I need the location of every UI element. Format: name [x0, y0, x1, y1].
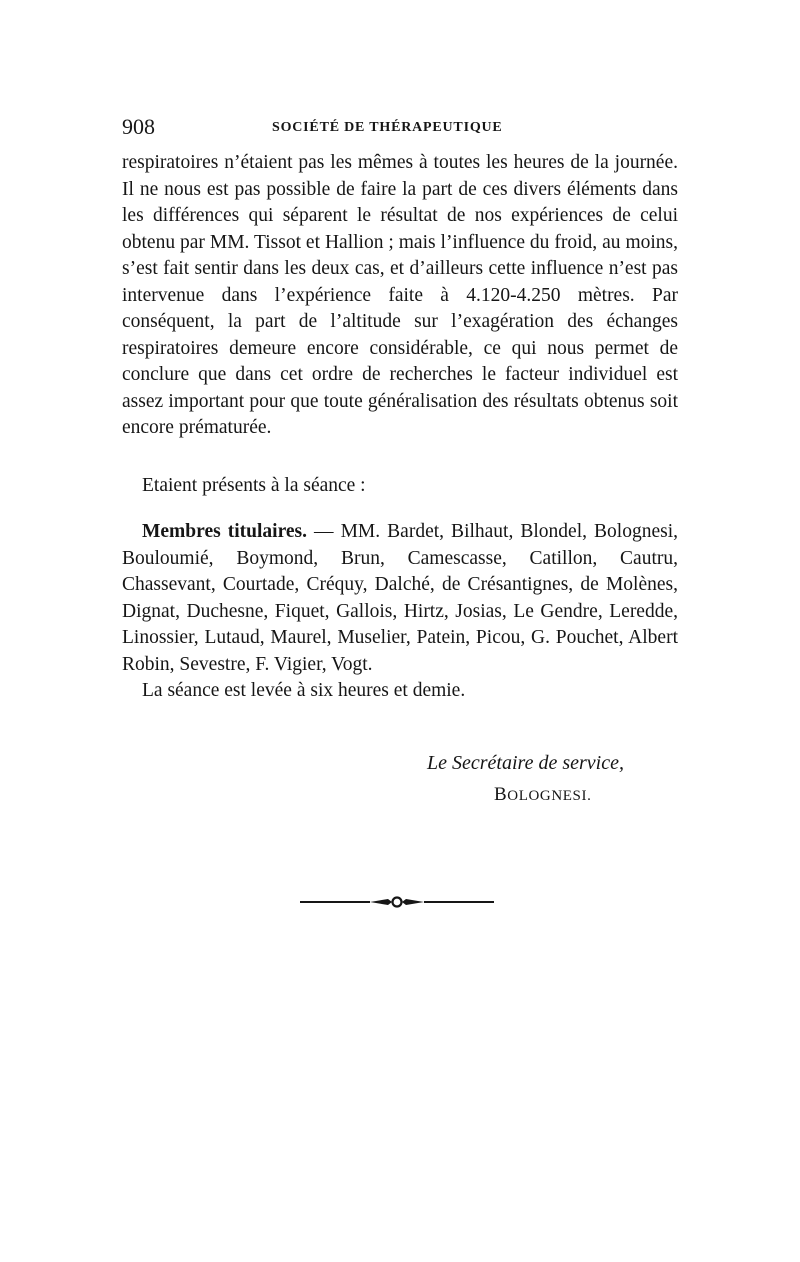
tail-piece-rule-icon	[300, 894, 494, 910]
paragraph-members	[122, 519, 678, 678]
page-header	[122, 114, 678, 144]
signature-name	[494, 784, 687, 806]
signature-name-rest: OLOGNESI.	[507, 788, 592, 804]
paragraph-closing: La séance est levée à six heures et demie.	[142, 680, 466, 701]
running-head: SOCIÉTÉ DE THÉRAPEUTIQUE	[272, 120, 503, 135]
paragraph-attendance-intro: Etaient présents à la séance :	[142, 474, 366, 496]
members-list: — MM. Bardet, Bilhaut, Blondel, Bolognesi, Bouloumié, Boymond, Brun, Camescasse, Catillon, Cautru, Chassevant, Courtade, Créquy, Dalché, de Crésantignes, de Molènes, Dignat, Duchesne, Fiquet, Gallois, Hirtz, Josias, Le Gendre, Leredde, Linossier, Lutaud, Maurel, Muselier, Patein, Picou, G. Pouchet, Albert Robin, Sevestre, F. Vigier, Vogt.	[122, 521, 679, 675]
members-heading: Membres titulaires.	[142, 521, 307, 542]
paragraph-conclusion: respiratoires n’étaient pas les mêmes à toutes les heures de la journée. Il ne nous est pas possible de faire la part de ces divers éléments dans les différences qui séparent le résultat de nos expériences de celui obtenu par MM. Tissot et Hallion ; mais l’influence du froid, au moins, s’est fait sentir dans les deux cas, et d’ailleurs cette influence n’est pas intervenue dans l’expérience faite à 4.120-4.250 mètres. Par conséquent, la part de l’altitude sur l’exagération des échanges respiratoires demeure encore considérable, ce qui nous permet de conclure que dans cet ordre de recherches le facteur individuel est assez important pour que toute généralisation des résultats obtenus soit encore prématurée.	[122, 152, 678, 438]
page-body	[122, 150, 678, 705]
signature-block	[427, 750, 687, 806]
page-number: 908	[122, 114, 155, 139]
signature-name-initial: B	[494, 784, 508, 805]
signature-title: Le Secrétaire de service,	[427, 752, 624, 774]
